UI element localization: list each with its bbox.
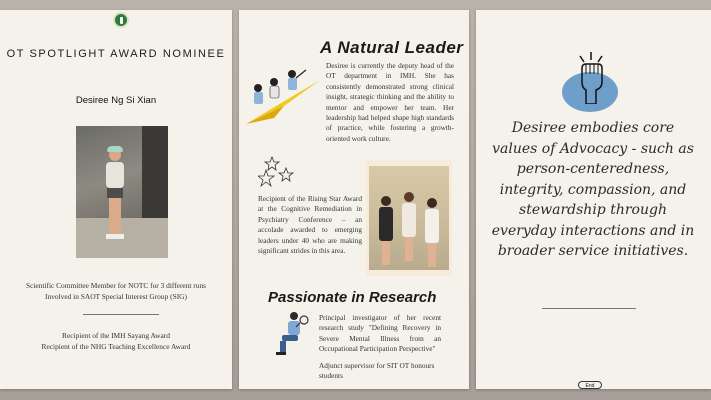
researcher-icon: [274, 310, 310, 356]
advocacy-quote: Desiree embodies core values of Advocacy - such as person-centeredness, integrity, compassion, and stewardship through everyday interactions and in broader service initiatives.: [491, 120, 695, 259]
research-heading: Passionate in Research: [268, 289, 437, 306]
divider: [542, 308, 636, 309]
roles-list: [0, 280, 232, 302]
award-item: Recipient of the IMH Sayang Award: [62, 331, 170, 340]
leader-text: Desiree is currently the deputy head of the OT department in IMH. She has consistently demonstrated strong clinical insight, strategic thinking and the ability to mentor and empower her team. Her leadership had helped shape high standards of practice, while fostering a growth-oriented work culture.: [326, 61, 454, 143]
raised-fist-icon: [574, 52, 608, 104]
award-item: Recipient of the NHG Teaching Excellence Award: [41, 342, 191, 351]
rising-star-text: Recipient of the Rising Star Award at the Cognitive Remediation in Psychiatry Conference – an accolade awarded to emerging leaders under 40 who are making significant strides in this area.: [258, 194, 362, 256]
nominee-photo: [76, 126, 168, 258]
stars-icon: [258, 156, 298, 188]
adjunct-text: Adjunct supervisor for SIT OT honours students: [319, 361, 435, 381]
end-button[interactable]: End: [578, 381, 602, 389]
divider: [83, 314, 159, 315]
award-title: OT SPOTLIGHT AWARD NOMINEE: [6, 48, 226, 60]
paper-plane-team-icon: [244, 66, 322, 130]
institution-logo-icon: [113, 12, 129, 28]
research-text: Principal investigator of her recent research study "Defining Recovery in Severe Mental Illness from an Occupational Participation Perspective": [319, 313, 441, 354]
role-item: Involved in SAOT Special Interest Group (SIG): [45, 292, 187, 301]
leader-heading: A Natural Leader: [320, 38, 464, 57]
role-item: Scientific Committee Member for NOTC for 3 different runs: [25, 281, 207, 290]
awards-list: [0, 330, 232, 352]
award-photo: [366, 160, 452, 276]
nominee-name: Desiree Ng Si Xian: [75, 95, 157, 106]
